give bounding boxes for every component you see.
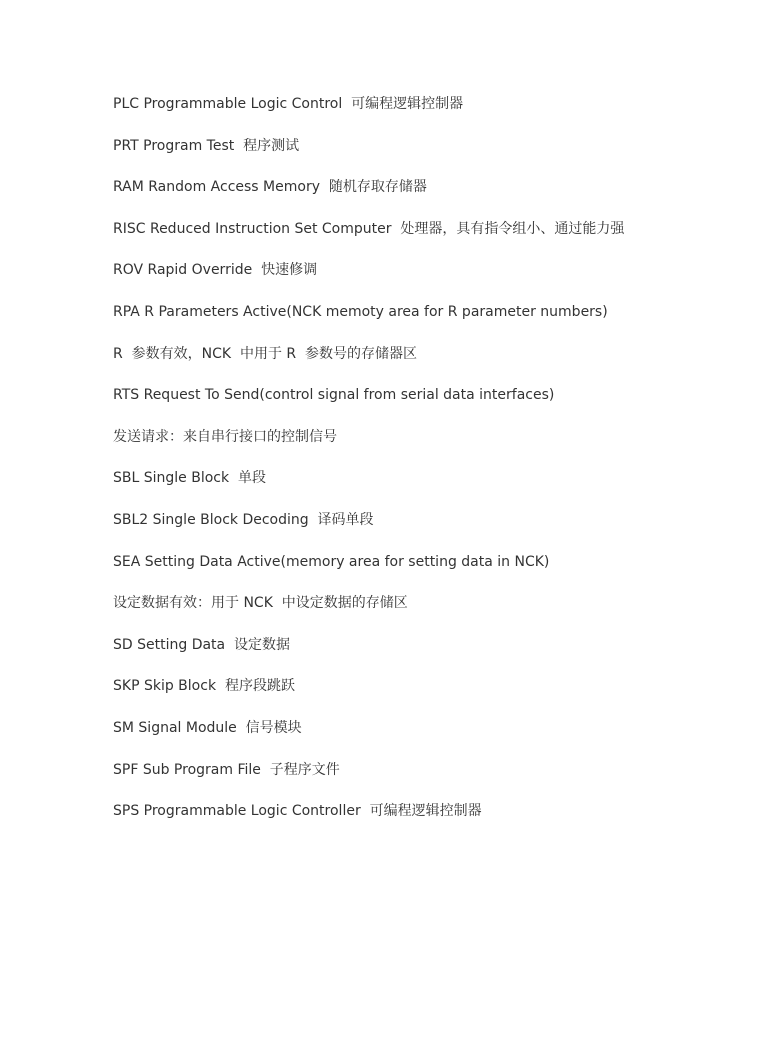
glossary-line: SEA Setting Data Active(memory area for setting data in NCK) (113, 553, 550, 570)
glossary-line: PRT Program Test 程序测试 (113, 137, 300, 154)
glossary-line: SPF Sub Program File 子程序文件 (113, 761, 340, 778)
glossary-line: SBL Single Block 单段 (113, 470, 266, 487)
glossary-line: SBL2 Single Block Decoding 译码单段 (113, 511, 374, 528)
glossary-line: ROV Rapid Override 快速修调 (113, 262, 318, 279)
glossary-line: RAM Random Access Memory 随机存取存储器 (113, 179, 427, 196)
glossary-line: SD Setting Data 设定数据 (113, 636, 291, 653)
glossary-line: PLC Programmable Logic Control 可编程逻辑控制器 (113, 96, 464, 112)
glossary-line: SKP Skip Block 程序段跳跃 (113, 678, 295, 695)
glossary-line: SPS Programmable Logic Controller 可编程逻辑控制器 (113, 803, 482, 820)
glossary-line: 发送请求：来自串行接口的控制信号 (113, 428, 337, 445)
glossary-line: SM Signal Module 信号模块 (113, 719, 302, 736)
glossary-line: RPA R Parameters Active(NCK memoty area for R parameter numbers) (113, 303, 608, 320)
glossary-line: RISC Reduced Instruction Set Computer 处理器，具有指令组小、通过能力强 (113, 220, 625, 237)
glossary-line: RTS Request To Send(control signal from serial data interfaces) (113, 387, 555, 404)
glossary-line: 设定数据有效：用于 NCK 中设定数据的存储区 (113, 595, 408, 612)
glossary-list (113, 93, 624, 842)
glossary-line: R 参数有效，NCK 中用于 R 参数号的存储器区 (113, 345, 418, 362)
